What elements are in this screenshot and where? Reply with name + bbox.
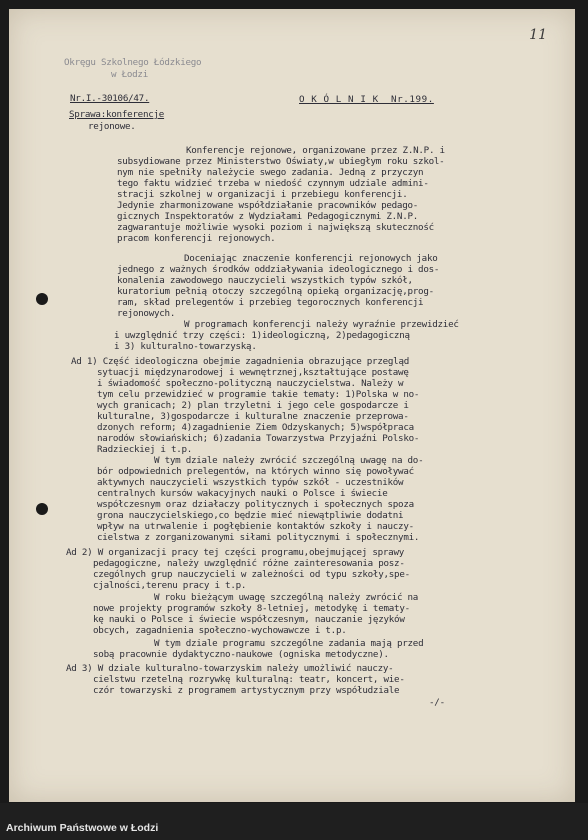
- body-line: jednego z ważnych środków oddziaływania ideologicznego i dos-: [117, 264, 440, 275]
- body-line: pracom konferencji rejonowych.: [117, 233, 276, 244]
- body-line: czór towarzyski z programem artystycznym przy współudziale: [93, 685, 400, 696]
- body-line: W tym dziale należy zwrócić szczególną uwagę na do-: [154, 455, 424, 466]
- body-line: i świadomość społeczno-polityczną nauczycielstwa. Należy w: [97, 378, 404, 389]
- subject-label: Sprawa:konferencje: [69, 109, 165, 120]
- body-line: wpływ na utrwalenie i pogłębienie kontaktów szkoły i nauczy-: [97, 521, 414, 532]
- body-line: tego faktu widzieć trzeba w niedość czynnym udziale admini-: [117, 178, 429, 189]
- body-line: pedagogiczne, należy uwzględnić różne zainteresowania posz-: [93, 558, 405, 569]
- subject-line-2: rejonowe.: [88, 121, 136, 132]
- page-number: 11: [529, 27, 547, 43]
- reference-number: Nr.I.-30106/47.: [70, 93, 150, 104]
- body-line: cielstwu rzetelną rozrywkę kulturalną: teatr, koncert, wie-: [93, 674, 405, 685]
- body-line: nowe projekty programów szkoły 8-letniej, metodykę i tematy-: [93, 603, 410, 614]
- body-line: zagwarantuje możliwie wysoki poziom i największą skuteczność: [117, 222, 434, 233]
- body-line: sobą pracownie dydaktyczno-naukowe (ogniska metodyczne).: [93, 649, 389, 660]
- body-line: wych granicach; 2) plan trzyletni i jego cele gospodarcze i: [97, 400, 409, 411]
- body-line: bór odpowiednich prelegentów, na których winno się powoływać: [97, 466, 414, 477]
- body-line: cjalności,terenu pracy i t.p.: [93, 580, 247, 591]
- body-line: narodów słowiańskich; 6)zadania Towarzystwa Przyjaźni Polsko-: [97, 433, 420, 444]
- body-line: W programach konferencji należy wyraźnie przewidzieć: [184, 319, 459, 330]
- punch-hole-top: [36, 293, 48, 305]
- body-line: subsydiowane przez Ministerstwo Oświaty,w ubiegłym roku szkol-: [117, 156, 445, 167]
- archive-footer: [0, 803, 588, 840]
- body-line: W roku bieżącym uwagę szczególną należy zwrócić na: [154, 592, 419, 603]
- document-page: [9, 9, 575, 802]
- body-line: Jedynie zharmonizowane współdziałanie pracowników pedago-: [117, 200, 419, 211]
- body-line: centralnych kursów wakacyjnych nauki o Polsce i świecie: [97, 488, 388, 499]
- body-line: i 3) kulturalno-towarzyską.: [114, 341, 257, 352]
- body-line: grona nauczycielskiego,co będzie mieć niewątpliwie dodatni: [97, 510, 404, 521]
- body-line: gicznych Inspektoratów z Wydziałami Pedagogicznymi Z.N.P.: [117, 211, 419, 222]
- header-line-2: w Łodzi: [111, 69, 148, 80]
- body-line: nym nie spełniły należycie swego zadania. Jedną z przyczyn: [117, 167, 424, 178]
- body-line: rejonowych.: [117, 308, 176, 319]
- body-line: czególnych grup nauczycieli w zależności od typu szkoły,spe-: [93, 569, 410, 580]
- body-line: dzonych reform; 4)zagadnienie Ziem Odzyskanych; 5)współpraca: [97, 422, 414, 433]
- body-line: ram, skład prelegentów i przebieg tegorocznych konferencji: [117, 297, 424, 308]
- body-line: kuratorium pełnią otoczy szczególną opieką organizację,prog-: [117, 286, 434, 297]
- header-line-1: Okręgu Szkolnego Łódzkiego: [64, 57, 202, 68]
- body-line: Konferencje rejonowe, organizowane przez Z.N.P. i: [186, 145, 445, 156]
- body-line: i uwzględnić trzy części: 1)ideologiczną, 2)pedagogiczną: [114, 330, 410, 341]
- body-line: Radzieckiej i t.p.: [97, 444, 193, 455]
- archive-name: Archiwum Państwowe w Łodzi: [6, 822, 159, 834]
- body-line: cielstwa z zorganizowanymi siłami politycznymi i społecznymi.: [97, 532, 420, 543]
- body-line: Ad 2) W organizacji pracy tej części programu,obejmującej sprawy: [66, 547, 405, 558]
- body-line: obcych, zagadnienia społeczno-wychowawcze i t.p.: [93, 625, 347, 636]
- body-line: Ad 3) W dziale kulturalno-towarzyskim należy umożliwić nauczy-: [66, 663, 394, 674]
- body-line: W tym dziale programu szczególne zadania mają przed: [154, 638, 424, 649]
- body-line: współczesnym oraz działaczy politycznych i społecznych spoza: [97, 499, 414, 510]
- body-line: sytuacji międzynarodowej i wewnętrznej,kształtujące postawę: [97, 367, 409, 378]
- body-line: kę nauki o Polsce i świecie współczesnym, nauczanie języków: [93, 614, 405, 625]
- body-line: kulturalne, 3)gospodarcze i kulturalne znaczenie przeprowa-: [97, 411, 409, 422]
- body-line: konalenia zawodowego nauczycieli wszystkich typów szkół,: [117, 275, 413, 286]
- punch-hole-bottom: [36, 503, 48, 515]
- body-line: stracji szkolnej w organizacji i przebiegu konferencji.: [117, 189, 408, 200]
- body-line: Doceniając znaczenie konferencji rejonowych jako: [184, 253, 438, 264]
- subject-line-1: [69, 109, 164, 120]
- body-line: Ad 1) Część ideologiczna obejmie zagadnienia obrazujące przegląd: [71, 356, 410, 367]
- body-line: -/-: [429, 697, 445, 708]
- document-title: O K Ó L N I K Nr.199.: [299, 94, 434, 105]
- body-line: aktywnych nauczycieli wszystkich typów szkół - uczestników: [97, 477, 404, 488]
- body-line: tym celu przewidzieć w programie takie tematy: 1)Polska w no-: [97, 389, 420, 400]
